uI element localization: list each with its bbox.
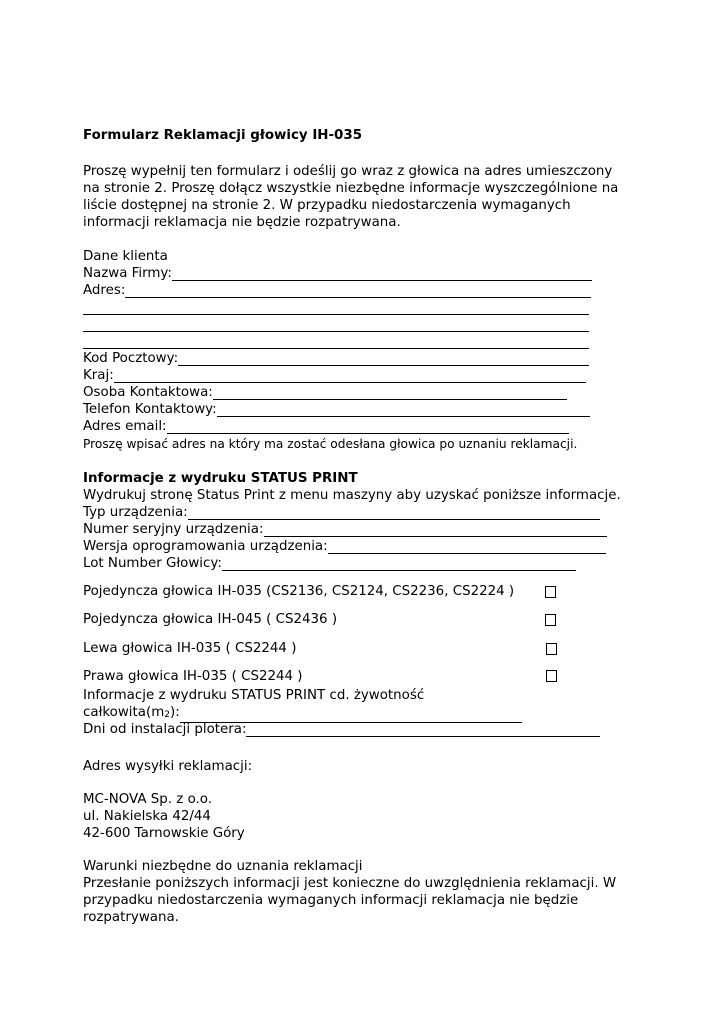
email-field [83, 418, 569, 435]
device-type-field [83, 504, 600, 521]
form-title: Formularz Reklamacji głowicy IH-035 [83, 128, 363, 143]
postal-field [83, 350, 589, 367]
address-extra-line-3[interactable] [83, 348, 589, 349]
serial-field [83, 521, 607, 538]
postal-label: Kod Pocztowy: [83, 351, 179, 366]
conditions-line-1: Przesłanie poniższych informacji jest konieczne do uwzględnienia reklamacji. W [83, 876, 617, 891]
option-right-head: Prawa głowica IH-035 ( CS2244 ) [83, 669, 303, 684]
country-field [83, 367, 586, 384]
checkbox-single-ih035[interactable] [545, 586, 556, 598]
address-input-line[interactable] [125, 283, 591, 298]
option-left-head: Lewa głowica IH-035 ( CS2244 ) [83, 641, 297, 656]
intro-line-2: na stronie 2. Proszę dołącz wszystkie niezbędne informacje wyszczególnione na [83, 181, 619, 196]
country-input-line[interactable] [114, 368, 586, 383]
firmware-input-line[interactable] [328, 539, 606, 554]
company-field [83, 265, 592, 282]
firmware-field [83, 538, 606, 555]
country-label: Kraj: [83, 368, 114, 383]
firmware-label: Wersja oprogramowania urządzenia: [83, 539, 328, 554]
status-instruction: Wydrukuj stronę Status Print z menu maszyny aby uzyskać poniższe informacje. [83, 488, 621, 503]
device-type-input-line[interactable] [188, 505, 600, 520]
days-field [83, 721, 600, 738]
contact-label: Osoba Kontaktowa: [83, 385, 213, 400]
status-cd-line: Informacje z wydruku STATUS PRINT cd. żywotność [83, 688, 425, 703]
shipping-city: 42-600 Tarnowskie Góry [83, 826, 245, 841]
address-extra-line-1[interactable] [83, 314, 589, 315]
client-note: Proszę wpisać adres na który ma zostać odesłana głowica po uznaniu reklamacji. [83, 437, 578, 451]
lot-label: Lot Number Głowicy: [83, 556, 222, 571]
phone-input-line[interactable] [217, 402, 590, 417]
days-label: Dni od instalacji plotera: [83, 722, 247, 737]
phone-field [83, 401, 590, 418]
shipping-heading: Adres wysyłki reklamacji: [83, 759, 253, 774]
postal-input-line[interactable] [178, 351, 589, 366]
conditions-line-3: rozpatrywana. [83, 910, 179, 925]
lot-input-line[interactable] [222, 556, 576, 571]
serial-input-line[interactable] [264, 522, 607, 537]
contact-input-line[interactable] [213, 385, 567, 400]
phone-label: Telefon Kontaktowy: [83, 402, 217, 417]
address-extra-line-2[interactable] [83, 331, 589, 332]
intro-line-4: informacji reklamacja nie będzie rozpatrywana. [83, 215, 401, 230]
email-label: Adres email: [83, 419, 167, 434]
device-type-label: Typ urządzenia: [83, 505, 188, 520]
company-label: Nazwa Firmy: [83, 266, 172, 281]
checkbox-single-ih045[interactable] [545, 614, 556, 626]
shipping-street: ul. Nakielska 42/44 [83, 809, 211, 824]
client-heading: Dane klienta [83, 249, 168, 264]
conditions-heading: Warunki niezbędne do uznania reklamacji [83, 859, 363, 874]
checkbox-left-head[interactable] [546, 643, 557, 655]
contact-field [83, 384, 567, 401]
serial-label: Numer seryjny urządzenia: [83, 522, 264, 537]
intro-line-3: liście dostępnej na stronie 2. W przypadku niedostarczenia wymaganych [83, 198, 571, 213]
status-heading: Informacje z wydruku STATUS PRINT [83, 471, 358, 486]
company-input-line[interactable] [172, 266, 592, 281]
email-input-line[interactable] [167, 419, 569, 434]
option-single-ih035: Pojedyncza głowica IH-035 (CS2136, CS2124, CS2236, CS2224 ) [83, 584, 515, 599]
intro-line-1: Proszę wypełnij ten formularz i odeślij go wraz z głowica na adres umieszczony [83, 164, 613, 179]
address-field [83, 282, 591, 299]
address-label: Adres: [83, 283, 126, 298]
option-single-ih045: Pojedyncza głowica IH-045 ( CS2436 ) [83, 612, 338, 627]
conditions-line-2: przypadku niedostarczenia wymaganych informacji reklamacja nie będzie [83, 893, 579, 908]
shipping-company: MC-NOVA Sp. z o.o. [83, 792, 213, 807]
lot-field [83, 555, 576, 572]
lifetime-label: $całkowita(m_2)$: [83, 705, 180, 720]
days-input-line[interactable] [246, 722, 600, 737]
checkbox-right-head[interactable] [546, 670, 557, 682]
